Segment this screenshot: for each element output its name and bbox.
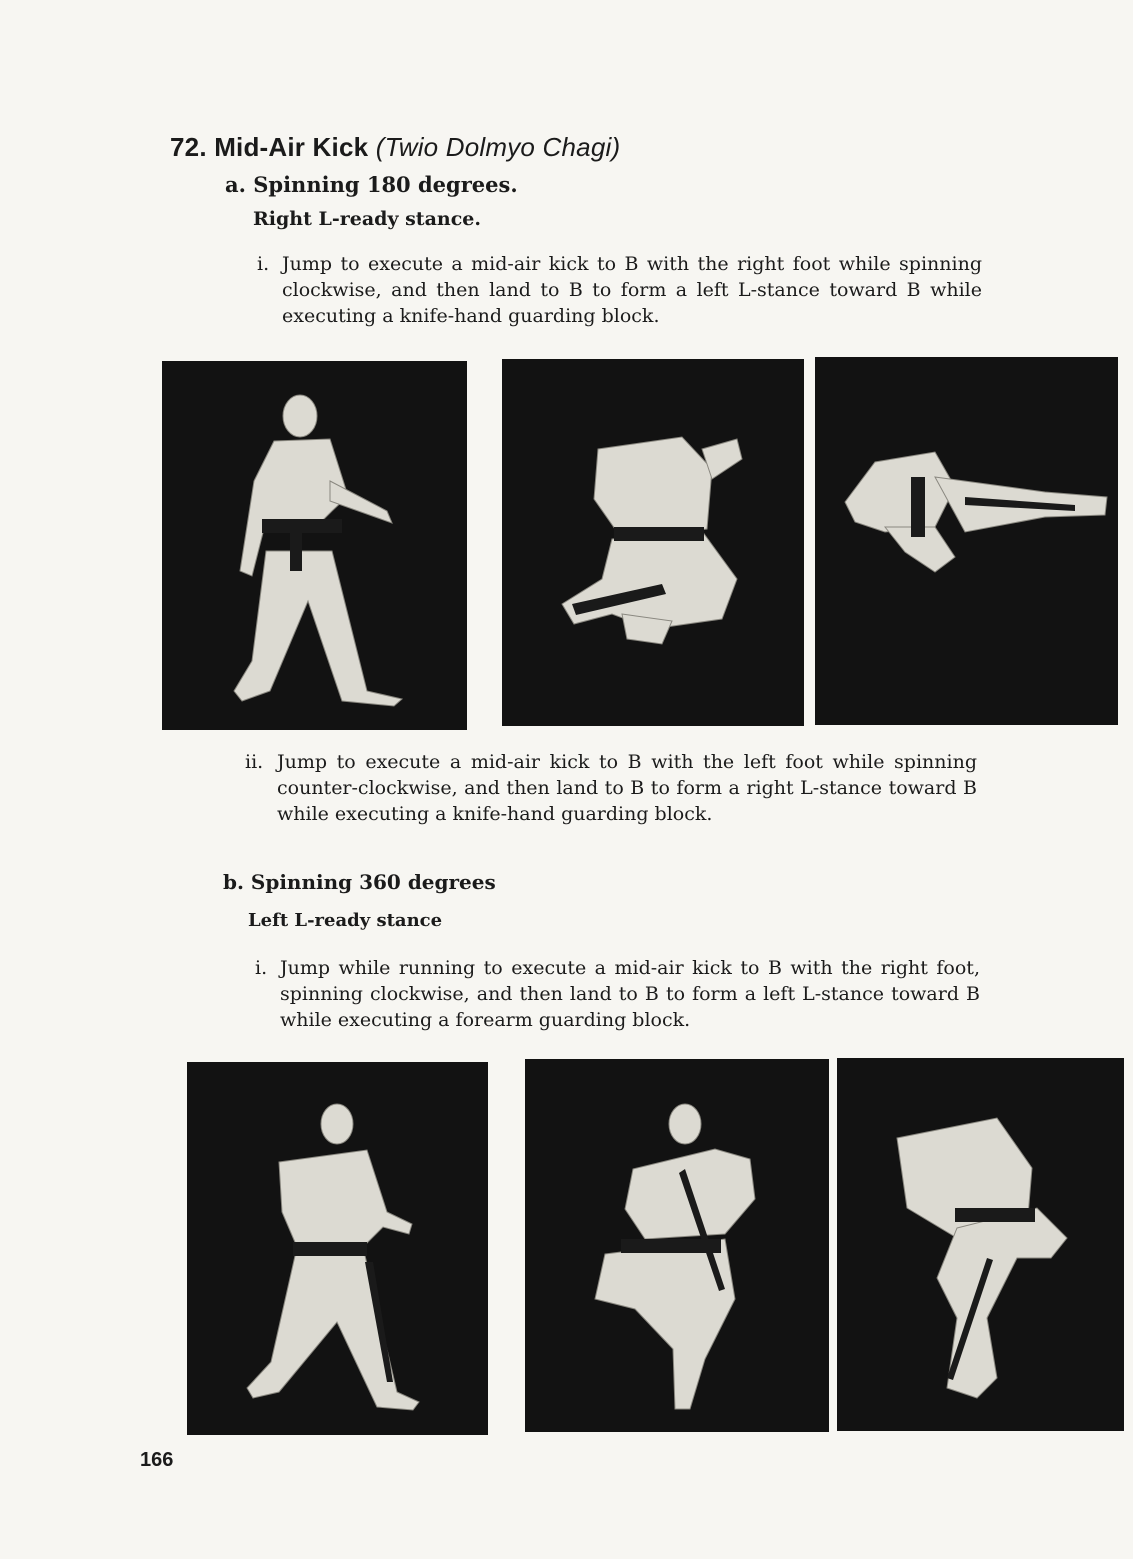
step-a-ii bbox=[245, 749, 980, 831]
step-text: Jump to execute a mid-air kick to B with the right foot while spinning clockwise, and then land to B to form a left L-stance toward B while executing a knife-hand guarding block. bbox=[282, 253, 982, 327]
section-korean-name: (Twio Dolmyo Chagi) bbox=[375, 132, 621, 162]
step-number: i. bbox=[257, 253, 270, 275]
photo-a-ready-stance bbox=[162, 361, 467, 730]
subsection-a-heading: a. Spinning 180 degrees. bbox=[225, 172, 518, 197]
section-title bbox=[170, 132, 620, 163]
photo-b-landing bbox=[837, 1058, 1124, 1431]
section-number: 72. bbox=[170, 132, 207, 162]
page-number: 166 bbox=[140, 1449, 174, 1471]
step-a-i bbox=[257, 251, 982, 333]
photo-a-spin-jump bbox=[502, 359, 804, 726]
step-number: i. bbox=[255, 957, 268, 979]
subsection-b-heading: b. Spinning 360 degrees bbox=[223, 870, 496, 894]
section-name: Mid-Air Kick bbox=[214, 132, 369, 162]
step-text: Jump while running to execute a mid-air kick to B with the right foot, spinning clockwise, and then land to B to form a left L-stance toward B while executing a forearm guarding block. bbox=[280, 957, 980, 1031]
step-number: ii. bbox=[245, 751, 264, 773]
step-b-i bbox=[255, 955, 980, 1037]
subsection-a-stance: Right L-ready stance. bbox=[253, 208, 481, 230]
step-text: Jump to execute a mid-air kick to B with the left foot while spinning counter-clockwise, and then land to B to form a right L-stance toward B while executing a knife-hand guarding block. bbox=[277, 751, 977, 825]
photo-a-mid-air-kick bbox=[815, 357, 1118, 725]
photo-b-jump-tuck bbox=[525, 1059, 829, 1432]
photo-b-ready-stance bbox=[187, 1062, 488, 1435]
subsection-b-stance: Left L-ready stance bbox=[248, 910, 443, 931]
